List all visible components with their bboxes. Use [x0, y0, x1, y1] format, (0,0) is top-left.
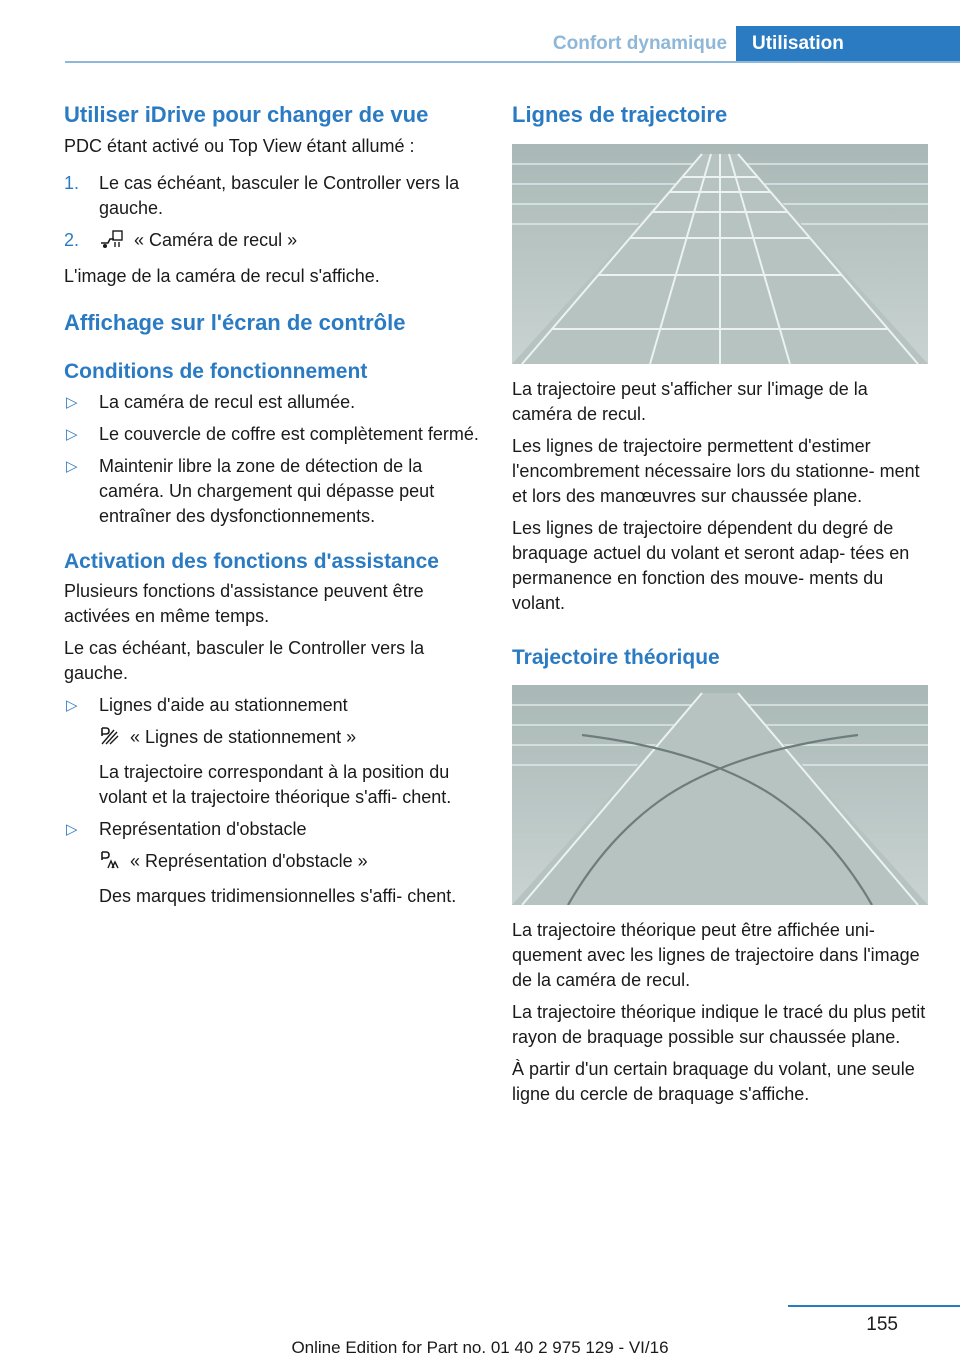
paragraph-2: Les lignes de trajectoire permettent d'estimer l'encombrement nécessaire lors du stationne- ment et lors des manœuvres sur chaussée plane.: [512, 436, 920, 506]
paragraph-image: L'image de la caméra de recul s'affiche.: [64, 266, 380, 286]
condition-text: La caméra de recul est allumée.: [99, 392, 356, 412]
bullet-triangle-icon: ▷: [66, 821, 78, 838]
bullet-triangle-icon: ▷: [66, 394, 78, 411]
bullet-triangle-icon: ▷: [66, 697, 78, 714]
paragraph-4: La trajectoire théorique peut être affichée uni- quement avec les lignes de trajectoire dans l'image de la caméra de recul.: [512, 920, 920, 990]
condition-text: Le couvercle de coffre est complètement fermé.: [99, 424, 479, 444]
bullet-triangle-icon: ▷: [66, 426, 78, 443]
heading-lignes: Lignes de trajectoire: [512, 102, 728, 127]
page-number: 155: [866, 1314, 898, 1335]
obstacle-marking-icon: [99, 850, 119, 877]
list-item: [64, 454, 480, 529]
list-item: [64, 228, 480, 256]
functions-list: [64, 693, 480, 909]
function-description: La trajectoire correspondant à la position du volant et la trajectoire théorique s'affi- chent.: [99, 762, 452, 807]
step-text: « Caméra de recul »: [134, 230, 298, 250]
function-menu: [99, 849, 480, 877]
right-column: [512, 100, 928, 1107]
heading-affichage: Affichage sur l'écran de contrôle: [64, 310, 406, 335]
steps-list: [64, 171, 480, 256]
edition-note: Online Edition for Part no. 01 40 2 975 129 - VI/16: [291, 1338, 669, 1357]
paragraph-1: La trajectoire peut s'afficher sur l'image de la caméra de recul.: [512, 379, 868, 424]
paragraph-plusieurs: Plusieurs fonctions d'assistance peuvent être activées en même temps.: [64, 581, 424, 626]
heading-idrive: Utiliser iDrive pour changer de vue: [64, 102, 429, 127]
footer-divider: [788, 1305, 960, 1307]
bullet-triangle-icon: ▷: [66, 458, 78, 475]
left-column: [64, 100, 480, 909]
step-text: Le cas échéant, basculer le Controller vers la gauche.: [99, 173, 460, 218]
paragraph-controller: Le cas échéant, basculer le Controller vers la gauche.: [64, 638, 425, 683]
page-header: [524, 26, 960, 62]
step-number: 2.: [64, 230, 80, 250]
function-menu-label: « Représentation d'obstacle »: [130, 851, 368, 871]
heading-conditions: Conditions de fonctionnement: [64, 360, 368, 383]
heading-theorique: Trajectoire théorique: [512, 646, 720, 669]
condition-text: Maintenir libre la zone de détection de la caméra. Un chargement qui dépasse peut entraîner des dysfonctionnements.: [99, 456, 435, 526]
section-label: Confort dynamique: [552, 33, 728, 54]
list-item: [64, 693, 480, 810]
function-menu: [99, 725, 480, 753]
function-title: Lignes d'aide au stationnement: [99, 695, 348, 715]
trajectory-lines-image: [512, 144, 928, 364]
paragraph-pdc: PDC étant activé ou Top View étant allumé :: [64, 136, 415, 156]
chapter-label: Utilisation: [736, 26, 960, 62]
theoretical-trajectory-image: [512, 685, 928, 905]
function-title: Représentation d'obstacle: [99, 819, 307, 839]
list-item: [64, 171, 480, 221]
list-item: [64, 817, 480, 909]
conditions-list: [64, 390, 480, 529]
rear-camera-icon: [99, 229, 123, 256]
step-number: 1.: [64, 173, 80, 193]
function-menu-label: « Lignes de stationnement »: [130, 727, 357, 747]
paragraph-6: À partir d'un certain braquage du volant, une seule ligne du cercle de braquage s'affiche.: [512, 1059, 915, 1104]
paragraph-3: Les lignes de trajectoire dépendent du degré de braquage actuel du volant et seront adap- tées en permanence en fonction des mouve- ments du volant.: [512, 518, 910, 613]
list-item: [64, 422, 480, 447]
parking-lines-icon: [99, 726, 119, 753]
list-item: [64, 390, 480, 415]
function-description: Des marques tridimensionnelles s'affi- chent.: [99, 886, 457, 906]
header-divider: [65, 61, 960, 63]
paragraph-5: La trajectoire théorique indique le tracé du plus petit rayon de braquage possible sur chaussée plane.: [512, 1002, 926, 1047]
heading-activation: Activation des fonctions d'assistance: [64, 550, 439, 573]
